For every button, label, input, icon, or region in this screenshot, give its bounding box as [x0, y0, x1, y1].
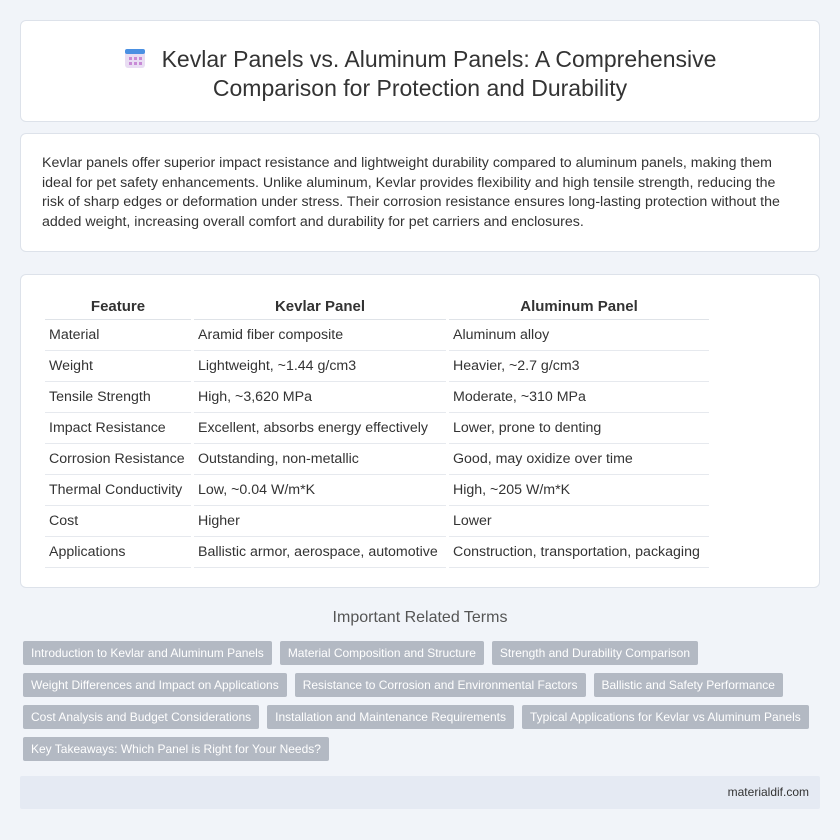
related-term-tag[interactable]: Strength and Durability Comparison — [492, 641, 698, 665]
title-line-2: Comparison for Protection and Durability — [212, 75, 628, 101]
header-feature: Feature — [45, 294, 191, 320]
related-term-tag[interactable]: Key Takeaways: Which Panel is Right for Your Needs? — [23, 737, 329, 761]
cell-aluminum: Construction, transportation, packaging — [449, 537, 709, 568]
cell-kevlar: Lightweight, ~1.44 g/cm3 — [194, 351, 446, 382]
cell-aluminum: Aluminum alloy — [449, 320, 709, 351]
cell-feature: Corrosion Resistance — [45, 444, 191, 475]
table-row — [45, 475, 709, 506]
cell-kevlar: High, ~3,620 MPa — [194, 382, 446, 413]
cell-feature: Cost — [45, 506, 191, 537]
related-term-tag[interactable]: Weight Differences and Impact on Applications — [23, 673, 287, 697]
header-kevlar: Kevlar Panel — [194, 294, 446, 320]
related-term-tag[interactable]: Material Composition and Structure — [280, 641, 484, 665]
cell-aluminum: Heavier, ~2.7 g/cm3 — [449, 351, 709, 382]
cell-kevlar: Excellent, absorbs energy effectively — [194, 413, 446, 444]
cell-feature: Weight — [45, 351, 191, 382]
cell-aluminum: Lower, prone to denting — [449, 413, 709, 444]
cell-feature: Tensile Strength — [45, 382, 191, 413]
cell-aluminum: Good, may oxidize over time — [449, 444, 709, 475]
related-term-tag[interactable]: Introduction to Kevlar and Aluminum Panels — [23, 641, 272, 665]
cell-kevlar: Higher — [194, 506, 446, 537]
comparison-table — [42, 294, 712, 568]
related-terms-list — [23, 641, 818, 761]
related-term-tag[interactable]: Installation and Maintenance Requirements — [267, 705, 514, 729]
table-row — [45, 351, 709, 382]
cell-aluminum: Lower — [449, 506, 709, 537]
table-row — [45, 537, 709, 568]
intro-text: Kevlar panels offer superior impact resistance and lightweight durability compared to aluminum panels, making them ideal for pet safety enhancements. Unlike aluminum, Kevlar provides flexibility and high tensile strength, reducing the risk of sharp edges or deformation under stress. Their corrosion resistance ensures long-lasting protection without the added weight, increasing overall comfort and durability for pet carriers and enclosures. — [42, 155, 780, 230]
cell-feature: Impact Resistance — [45, 413, 191, 444]
footer-site-link[interactable]: materialdif.com — [727, 785, 809, 799]
footer — [20, 776, 820, 809]
table-row — [45, 413, 709, 444]
page-title — [21, 45, 819, 103]
cell-feature: Material — [45, 320, 191, 351]
header-aluminum: Aluminum Panel — [449, 294, 709, 320]
title-line-1: Kevlar Panels vs. Aluminum Panels: A Comprehensive — [161, 46, 717, 72]
calendar-icon — [124, 47, 146, 69]
comparison-card — [20, 274, 820, 588]
table-header-row — [45, 294, 709, 320]
cell-aluminum: Moderate, ~310 MPa — [449, 382, 709, 413]
intro-card — [20, 133, 820, 252]
cell-kevlar: Aramid fiber composite — [194, 320, 446, 351]
related-term-tag[interactable]: Cost Analysis and Budget Considerations — [23, 705, 259, 729]
cell-aluminum: High, ~205 W/m*K — [449, 475, 709, 506]
related-term-tag[interactable]: Ballistic and Safety Performance — [594, 673, 783, 697]
cell-kevlar: Ballistic armor, aerospace, automotive — [194, 537, 446, 568]
related-term-tag[interactable]: Typical Applications for Kevlar vs Aluminum Panels — [522, 705, 809, 729]
cell-feature: Thermal Conductivity — [45, 475, 191, 506]
cell-kevlar: Outstanding, non-metallic — [194, 444, 446, 475]
table-row — [45, 320, 709, 351]
title-card — [20, 20, 820, 122]
related-terms-heading: Important Related Terms — [332, 609, 508, 626]
cell-feature: Applications — [45, 537, 191, 568]
cell-kevlar: Low, ~0.04 W/m*K — [194, 475, 446, 506]
table-row — [45, 382, 709, 413]
table-row — [45, 506, 709, 537]
related-term-tag[interactable]: Resistance to Corrosion and Environmental Factors — [295, 673, 586, 697]
table-row — [45, 444, 709, 475]
